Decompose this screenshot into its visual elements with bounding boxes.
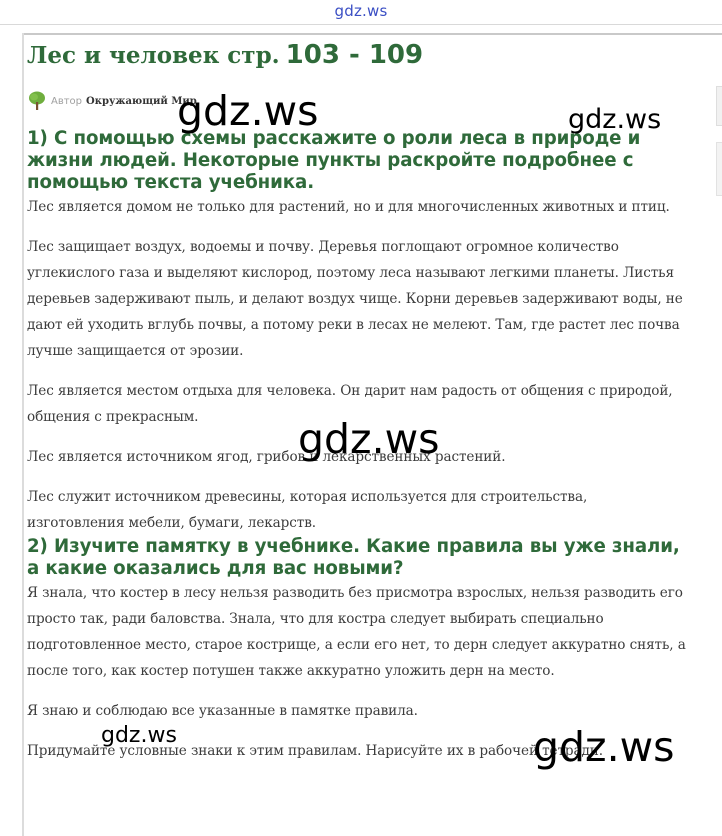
watermark: gdz.ws — [298, 415, 440, 463]
article-body — [27, 128, 687, 764]
answer-paragraph: Лес является домом не только для растений, но и для многочисленных животных и птиц. — [27, 199, 670, 215]
tree-icon — [27, 91, 47, 111]
author-label: Автор — [51, 95, 83, 107]
watermark: gdz.ws — [533, 723, 675, 771]
answer-paragraph: Лес является источником ягод, грибов и лекарственных растений. — [27, 449, 506, 465]
question-heading: 1) С помощью схемы расскажите о роли леса в природе и жизни людей. Некоторые пункты раскройте подробнее с помощью текста учебника. — [27, 128, 641, 193]
answer-paragraph: Лес защищает воздух, водоемы и почву. Деревья поглощают огромное количество углекислого газа и выделяют кислород, поэтому леса называют легкими планеты. Листья деревьев задерживают пыль, и делают воздух чище. Корни деревьев задерживают воды, не дают ей уходить вглубь почвы, а потому реки в лесах не мелеют. Там, где растет лес почва лучше защищается от эрозии. — [27, 239, 683, 359]
side-panel-tab[interactable] — [716, 86, 722, 126]
page-title — [27, 39, 423, 72]
side-panel-tab[interactable] — [716, 142, 722, 196]
answer-paragraph: Я знаю и соблюдаю все указанные в памятке правила. — [27, 703, 418, 719]
answer-paragraph: Придумайте условные знаки к этим правилам. Нарисуйте их в рабочей тетради. — [27, 743, 603, 759]
question-heading: 2) Изучите памятку в учебнике. Какие правила вы уже знали, а какие оказались для вас новыми? — [27, 536, 680, 579]
page-title-text: Лес и человек стр. — [27, 42, 280, 69]
header-divider — [0, 24, 722, 25]
answer-paragraph: Я знала, что костер в лесу нельзя разводить без присмотра взрослых, нельзя разводить его просто так, ради баловства. Знала, что для костра следует выбирать специально подготовленное место, старое кострище, а если его нет, то дерн следует аккуратно снять, а после того, как костер потушен также аккуратно уложить дерн на место. — [27, 585, 686, 679]
site-watermark-link[interactable]: gdz.ws — [334, 2, 388, 20]
answer-paragraph: Лес служит источником древесины, которая используется для строительства, изготовления мебели, бумаги, лекарств. — [27, 489, 588, 531]
author-name[interactable]: Окружающий Мир — [86, 95, 197, 107]
watermark: gdz.ws — [568, 104, 662, 135]
watermark: gdz.ws — [101, 723, 177, 748]
author-line — [27, 91, 197, 111]
content-frame-left — [22, 33, 24, 836]
page-title-pages: 103 - 109 — [285, 40, 424, 70]
content-frame-top — [22, 33, 722, 35]
answer-paragraph: Лес является местом отдыха для человека. Он дарит нам радость от общения с природой, общения с прекрасным. — [27, 383, 673, 425]
watermark: gdz.ws — [177, 87, 319, 135]
